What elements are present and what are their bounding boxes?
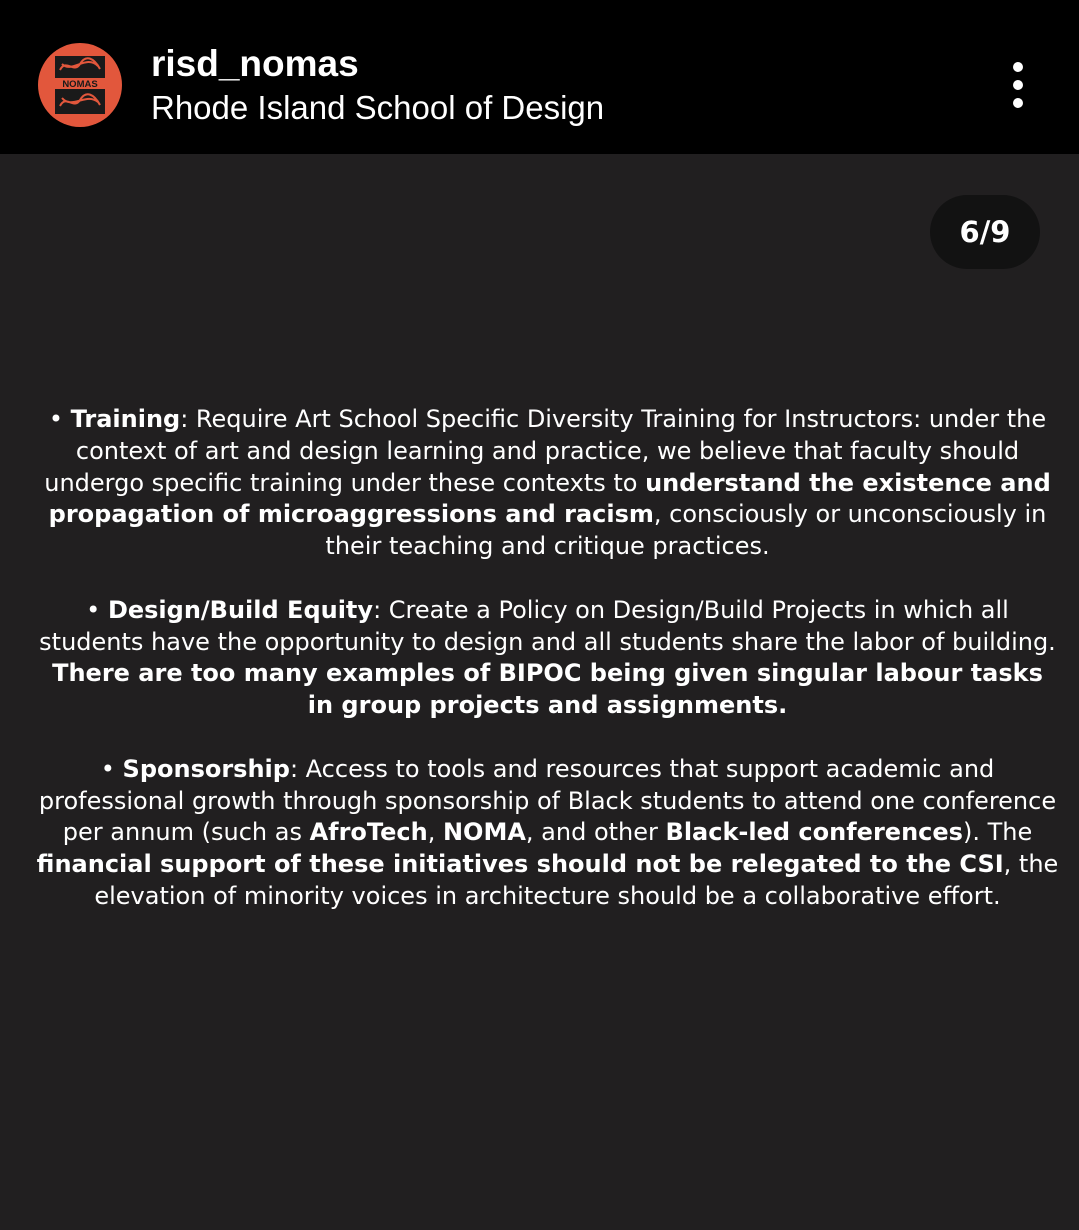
- bullet-training: • Training: Require Art School Specific Diversity Training for Instructors: under the context of art and design learning and practice, we believe that faculty should undergo specific training under these contexts to understand the existence and propagation of microaggressions and racism, consciously or unconsciously in their teaching and critique practices.: [44, 405, 1051, 561]
- bullet-design-build: • Design/Build Equity: Create a Policy on Design/Build Projects in which all students have the opportunity to design and all students share the labor of building. There are too many examples of BIPOC being given singular labour tasks in group projects and assignments.: [39, 595, 1056, 720]
- bullet-title: Sponsorship: [122, 754, 290, 783]
- nomas-logo-icon: [38, 43, 122, 127]
- bullet-title: Design/Build Equity: [107, 595, 374, 624]
- location[interactable]: Rhode Island School of Design: [151, 89, 605, 126]
- bullet-title: Training: [70, 405, 181, 433]
- carousel-page-counter: 6/9: [930, 195, 1040, 269]
- more-vertical-icon: [996, 58, 1040, 112]
- more-options-button[interactable]: [996, 58, 1040, 112]
- avatar-label: NOMAS: [62, 79, 98, 90]
- username[interactable]: risd_nomas: [151, 43, 359, 84]
- avatar[interactable]: [38, 43, 122, 127]
- post-header: [0, 0, 1079, 154]
- bullet-sponsorship: • Sponsorship: Access to tools and resources that support academic and professional growth through sponsorship of Black students to attend one conference per annum (such as AfroTech, NOMA, and other Black-led conferences). The financial support of these initiatives should not be relegated to the CSI, the elevation of minority voices in architecture should be a collaborative effort.: [36, 754, 1059, 910]
- slide-content: [36, 404, 1059, 945]
